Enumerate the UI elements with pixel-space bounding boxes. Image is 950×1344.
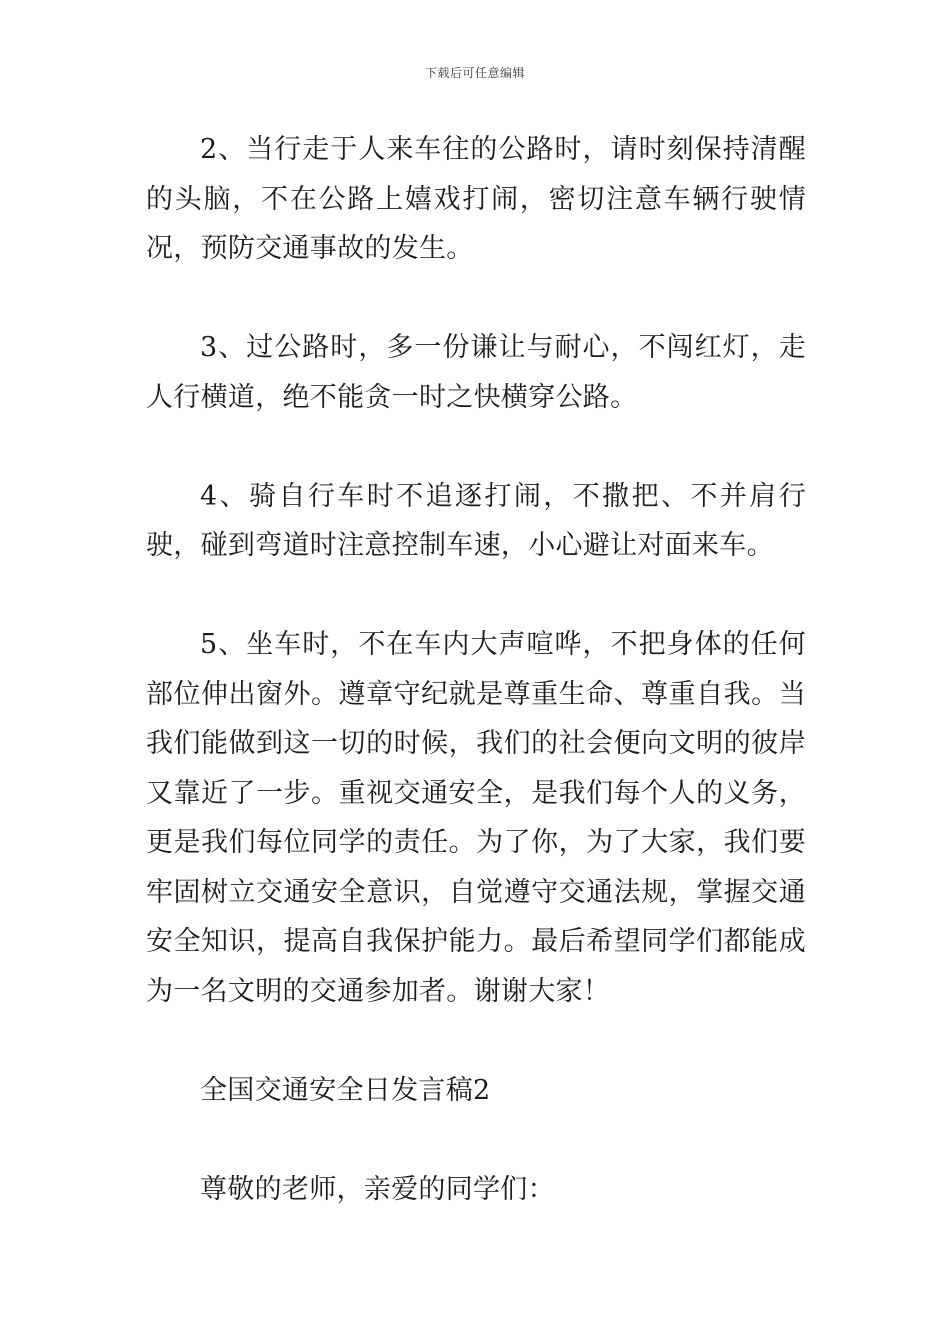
salutation: 尊敬的老师，亲爱的同学们： [200,1173,555,1205]
paragraph-gap [146,571,806,621]
paragraph-gap [146,1016,806,1066]
paragraph-gap [146,422,806,472]
page-header-note: 下载后可任意编辑 [424,66,525,80]
paragraph-rule-5: 5、坐车时，不在车内大声喧哗，不把身体的任何部位伸出窗外。遵章守纪就是尊重生命、尊重自我。当我们能做到这一切的时候，我们的社会便向文明的彼岸又靠近了一步。重视交通安全，是我们每个人的义务，更是我们每位同学的责任。为了你，为了大家，我们要牢固树立交通安全意识，自觉遵守交通法规，掌握交通安全知识，提高自我保护能力。最后希望同学们都能成为一名文明的交通参加者。谢谢大家！ [146,629,806,1007]
paragraph-rule-3: 3、过公路时，多一份谦让与耐心，不闯红灯，走人行横道，绝不能贪一时之快横穿公路。 [146,332,806,413]
paragraph-rule-2: 2、当行走于人来车往的公路时，请时刻保持清醒的头脑，不在公路上嬉戏打闹，密切注意车辆行驶情况，预防交通事故的发生。 [146,134,806,264]
paragraph-gap [146,1115,806,1165]
paragraph-rule-4: 4、骑自行车时不追逐打闹，不撒把、不并肩行驶，碰到弯道时注意控制车速，小心避让对面来车。 [146,480,806,561]
document-body [146,125,806,1214]
paragraph-gap [146,274,806,324]
section-title: 全国交通安全日发言稿2 [200,1074,491,1106]
